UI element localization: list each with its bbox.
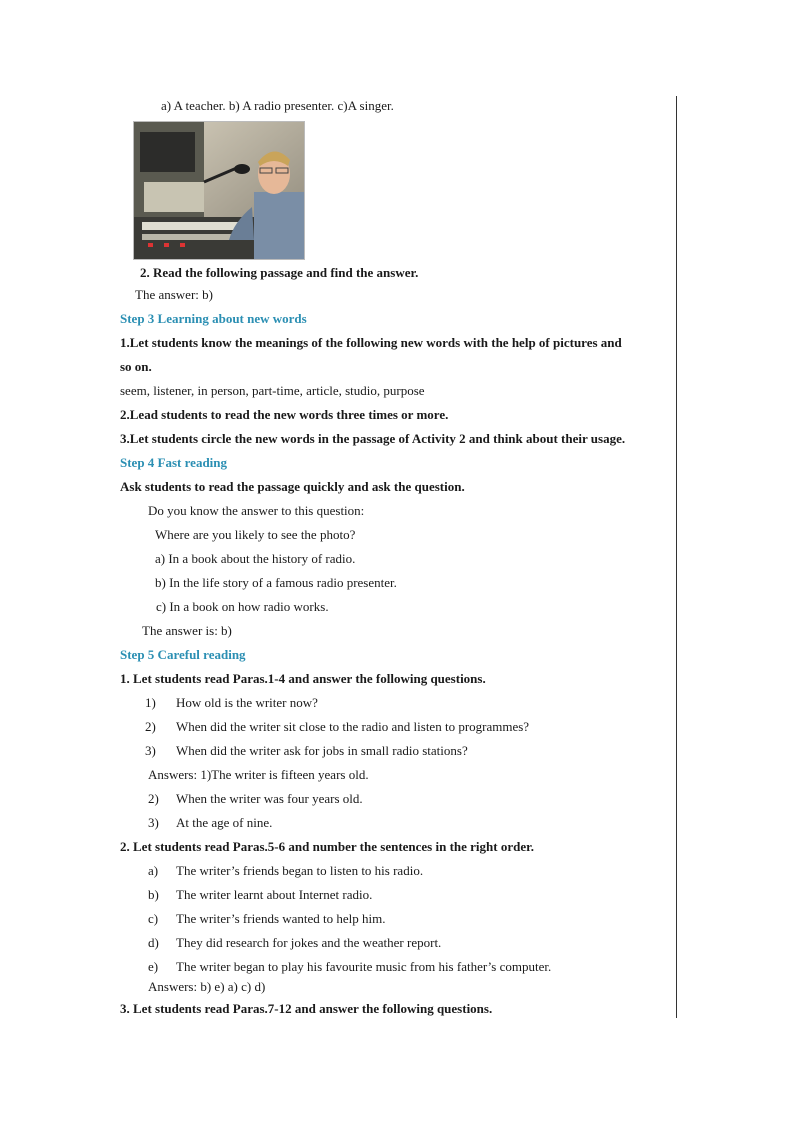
task-2-answer: The answer: b) bbox=[135, 287, 213, 302]
step-3-heading: Step 3 Learning about new words bbox=[120, 311, 307, 326]
step-5-heading: Step 5 Careful reading bbox=[120, 647, 246, 662]
step-4-option-b: b) In the life story of a famous radio presenter. bbox=[155, 575, 397, 590]
list-item: 3) When did the writer ask for jobs in small radio stations? bbox=[145, 743, 468, 758]
list-item: 3) At the age of nine. bbox=[148, 815, 273, 830]
step-4-answer: The answer is: b) bbox=[142, 623, 232, 638]
list-item: 2) When did the writer sit close to the radio and listen to programmes? bbox=[145, 719, 530, 734]
step-3-item-1-cont: so on. bbox=[120, 359, 152, 374]
list-item: 2) When the writer was four years old. bbox=[148, 791, 363, 806]
new-words-list: seem, listener, in person, part-time, article, studio, purpose bbox=[120, 383, 425, 398]
list-item: 1) How old is the writer now? bbox=[145, 695, 318, 710]
step-3-item-2: 2.Lead students to read the new words three times or more. bbox=[120, 407, 449, 422]
step-4-option-a: a) In a book about the history of radio. bbox=[155, 551, 356, 566]
radio-presenter-photo bbox=[133, 121, 305, 260]
step-4-heading: Step 4 Fast reading bbox=[120, 455, 228, 470]
step-3-item-1: 1.Let students know the meanings of the following new words with the help of pictures and bbox=[120, 335, 622, 350]
step-4-question-intro: Do you know the answer to this question: bbox=[148, 503, 365, 518]
step-4-instruction: Ask students to read the passage quickly and ask the question. bbox=[120, 479, 465, 494]
step-5-task-2: 2. Let students read Paras.5-6 and number the sentences in the right order. bbox=[120, 839, 534, 854]
answers-label: Answers: 1)The writer is fifteen years old. bbox=[148, 767, 369, 782]
step-4-question: Where are you likely to see the photo? bbox=[155, 527, 356, 542]
list-item: b) The writer learnt about Internet radio. bbox=[148, 887, 373, 902]
step-5-task-1: 1. Let students read Paras.1-4 and answer the following questions. bbox=[120, 671, 486, 686]
list-item: d) They did research for jokes and the weather report. bbox=[148, 935, 442, 950]
list-item: a) The writer’s friends began to listen to his radio. bbox=[148, 863, 424, 878]
step-3-item-3: 3.Let students circle the new words in the passage of Activity 2 and think about their usage. bbox=[120, 431, 626, 446]
list-item: e) The writer began to play his favourite music from his father’s computer. bbox=[148, 959, 552, 974]
order-answer: Answers: b) e) a) c) d) bbox=[148, 979, 266, 994]
step-4-option-c: c) In a book on how radio works. bbox=[156, 599, 329, 614]
task-2-instruction: 2. Read the following passage and find the answer. bbox=[140, 265, 419, 280]
intro-options: a) A teacher. b) A radio presenter. c)A singer. bbox=[161, 98, 394, 113]
step-5-task-3: 3. Let students read Paras.7-12 and answer the following questions. bbox=[120, 1001, 493, 1016]
list-item: c) The writer’s friends wanted to help him. bbox=[148, 911, 386, 926]
right-margin-rule bbox=[676, 96, 677, 1018]
